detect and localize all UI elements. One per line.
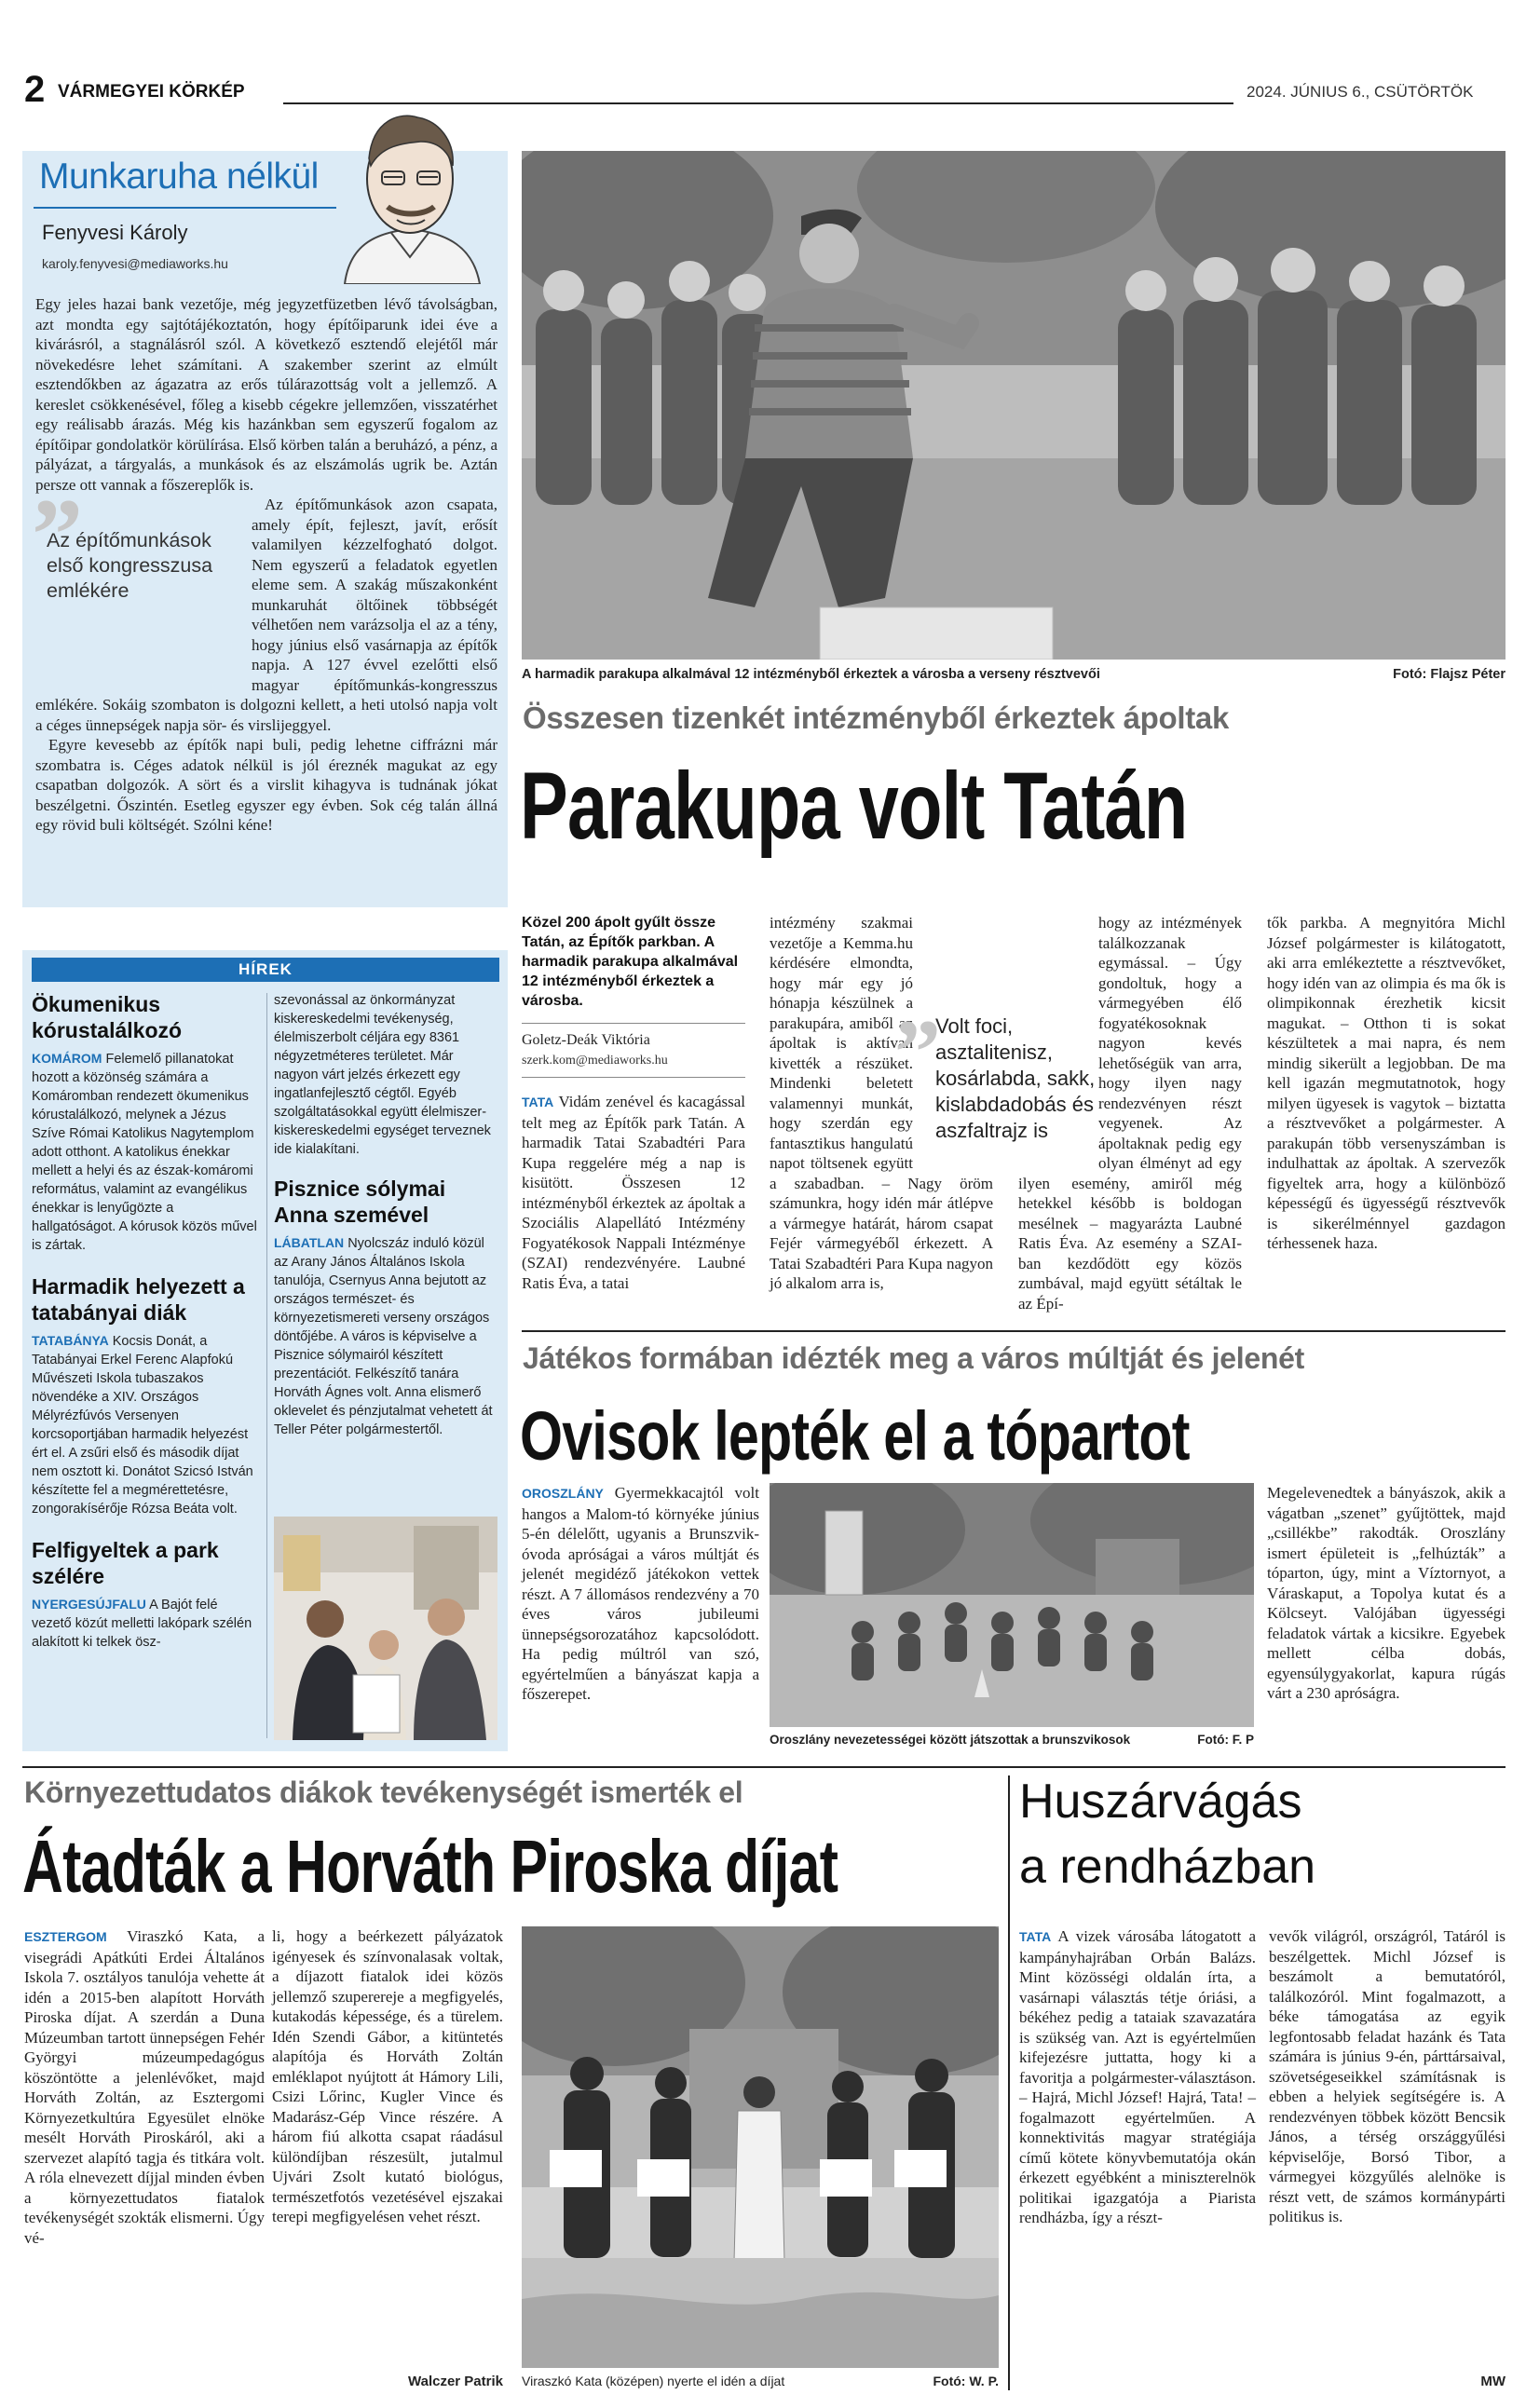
quote-mark-icon: ” <box>32 478 83 592</box>
story3-top-rule <box>22 1766 1506 1768</box>
news-location-2: TATABÁNYA <box>32 1333 109 1348</box>
story4-body-b: vevők világról, országról, Tatáról is beszélgettek. Michl József is beszámolt a bemutatóról, találkozóról. Mint fogalmazott, a béke támogatása az egyik legfontosabb feladat hazánk és Tata számára is június 9-én, párttársaival, szövetségeseikkel számításnak is ebben a helyiek segítségére is. A rendezvényen többek között Bencsik János, a térség országgyűlési képviselője, Borsó Tibor, a vármegyei közgyűlés alelnöke is részt vett, de számos kormánypárti politikus is. <box>1269 1927 1506 2225</box>
story4-body-a: A vizek városába látogatott a kampányhajrában Orbán Balázs. Mint közösségi oldalán írta, a vasárnapi választás tétje óriási, a békéhez pedig a tataiak szavazatára is szükség van. Azt is egyértelműen kifejezésre juttatta, hogy ki a favoritja a polgármester-választáson. – Hajrá, Michl József! Hajrá, Tata! – fogalmazott egyértelműen. A konnektivitás magyar stratégiája című kötete könyvbemutatója okán érkezett egyébként a miniszterelnök politikai igazgatója a Piarista rendházba, így a részt- <box>1019 1927 1256 2226</box>
news-col-left <box>32 991 259 1652</box>
news-body-4: Nyolcszáz induló közül az Arany János Általános Iskola tanulója, Csernyus Anna bejutott az országos természet- és környezetismereti verseny országos döntőjébe. A város is képviselve a Pisznice sólymairól készített prezentációt. Felkészítő tanára Horváth Ágnes volt. Anna elismerő oklevelet és pénzjutalmat vehetett át Teller Péter polgármestertől. <box>274 1236 493 1437</box>
story1-byline-rule <box>522 1023 745 1024</box>
story2-photo <box>770 1483 1254 1727</box>
news-col-right <box>274 991 497 1439</box>
story3-col-2 <box>272 1926 503 2227</box>
story1-col-1 <box>522 1092 745 1293</box>
column-paragraph-2: Az építőmunkások azon csapata, amely épít, fejleszt, javít, erősít valamilyen kézzelfogható dolgot. Nem egyszerű a feladatok egyetlen eleme sem. A szakág műszakonként munkaruhát öltőinek többségét vélhetően nem varázsolja el az a tény, hogy június első vasárnapja az építők napja. A 127 évvel ezelőtti első magyar építőmunkás-kongresszus emlékére. Sokáig szombaton is dolgozni kellett, a heti utolsó napja volt a céges ünnepségek napja sör- és virslijeggyel. <box>35 496 497 734</box>
story2-body-b: Megelevenedtek a bányászok, akik a vágatban „szenet” gyűjtöttek, majd „csillékbe” rakodták. Oroszlány ismert épületeit is „felhúzták” a tóparton, úgy, mint a Víztornyot, a Váraskaput, a Topolya kutat és a Kölcseyt. Valójában ügyességi feladatok vártak a kicsikre. Egyebek mellett célba dobás, egyensúlygyakorlat, kapura rúgás várt a 230 apróságra. <box>1267 1484 1506 1702</box>
story4-signature: MW <box>1480 2374 1506 2389</box>
news-title-3: Felfigyeltek a park szélére <box>32 1538 219 1588</box>
story3-photo <box>522 1926 999 2368</box>
story1-caption: A harmadik parakupa alkalmával 12 intézményből érkeztek a városba a verseny résztvevői <box>522 667 1100 682</box>
news-body-3: A Bajót felé vezető közút melletti lakópark szélén alakított ki telkek ösz- <box>32 1598 252 1650</box>
story3-body-b: li, hogy a beérkezett pályázatok igényesek és színvonalasak voltak, a díjazott fiatalok idei közös jellemző szuperereje a megfigyelés, kutakodás képessége, és a türelem. Idén Szendi Gábor, a kitüntetés alapítója és Horváth Zoltán emléklapot nyújtott át Hámory Lili, Csizi Lőrinc, Kugler Vince és Madarász-Gép Vince részére. A három fiú alkotta csapat ráadásul különdíjban részesült, jutalmul Ujvári Zsolt kutató biológus, természetfotós vezetésével ejszakai terepi megfigyelésen vehet részt. <box>272 1927 503 2225</box>
story1-body-b: intézmény szakmai vezetője a Kemma.hu kérdésére elmondta, hogy már egy jó hónapja készülnek a parakupára, amiből az ápoltak is aktívan kivették a részüket. Mindenki beletett valamennyi munkát, hogy szerdán egy fantasztikus hangulatú napot töltsenek együtt a szabadban. – Nagy öröm számunkra, hogy idén már átlépve a vármegye határát, három csapat Fejér vármegyéből érkezett. A Tatai Szabadtéri Para Kupa nagyon jó alkalom arra is, <box>770 914 993 1292</box>
column-paragraph-3: Egyre kevesebb az építők napi buli, pedig lehetne ciffrázni már szombatra is. Céges adatok nélkül is jól éreznék magukat az egy csapatban dolgozók. A sört és a virslit kihagyva is tudnának jókat beszélgetni. Őszintén. Esetleg egyszer egy évben. Sok cég talán állná egy rövid buli költségét. Szólni kéne! <box>35 736 497 834</box>
story3-location: ESZTERGOM <box>24 1929 107 1944</box>
story2-location: OROSZLÁNY <box>522 1486 604 1501</box>
story2-col-1 <box>522 1483 759 1705</box>
author-portrait <box>317 93 503 284</box>
column-body <box>32 294 497 891</box>
story2-col-2 <box>1267 1483 1506 1704</box>
story4-col-2 <box>1269 1926 1506 2227</box>
story1-byline-rule-2 <box>522 1077 745 1078</box>
story1-kicker: Összesen tizenkét intézményből érkeztek ápoltak <box>523 701 1230 735</box>
news-body-1: Felemelő pillanatokat hozott a közönség számára a Komáromban rendezett ökumenikus kórustalálkozó, melynek a Jézus Szíve Római Katolikus Nagytemplom adott otthont. A katolikus énekkar mellett a helyi és az észak-komáromi református, valamint az evangélikus énekkar is lenyűgözte a hallgatóságot. A kórusok közös művel is zártak. <box>32 1052 257 1253</box>
story1-body-c: hogy az intézmények találkozzanak egymással. – Úgy gondoltuk, hogy a vármegyében élő fogyatékosoknak nagyon kevés lehetőségük van arra, hogy ilyen nagy rendezvényen részt vegyenek. Az ápoltaknak pedig egy olyan élményt ad egy ilyen esemény, amiről még hetekkel később is boldogan mesélnek – magyarázta Laubné Ratis Éva. Az esemény a SZAI-ban kezdődött egy közös zumbával, majd együtt sétáltak le az Épí- <box>1018 914 1242 1313</box>
news-location-3: NYERGESÚJFALU <box>32 1597 146 1612</box>
story3-col-1 <box>24 1926 265 2248</box>
story2-caption: Oroszlány nevezetességei között játszottak a brunszvikosok <box>770 1733 1131 1747</box>
story4-headline-1: Huszárvágás <box>1019 1775 1302 1829</box>
news-photo-award <box>274 1517 497 1740</box>
section-title: VÁRMEGYEI KÖRKÉP <box>58 82 245 102</box>
news-col-divider <box>266 993 267 1738</box>
column-paragraph-1: Egy jeles hazai bank vezetője, még jegyzetfüzetben lévő távolságban, azt mondta egy sajtótájékoztatón, hogy építőiparunk idei éve a kivárásról, a stagnálásról szól. A következő esztendő elejétől már növekedésre lehet számítani. A szakember szerint az elmúlt esztendőkben az ágazatra az erős túlárazottság volt a jellemző. A kereslet csökkenésével, főleg a kisebb cégekre jellemzően, visszatérhet egy reálisabb árazás. Még kis hazánkban sem egyszerű fogalom az építőipar gondolatkör körülírása. Első körben talán a beruházó, a pénz, a pályázat, a tárgyalás, a munkások és az elszámolás ugrik be. Aztán persze ott vannak a főszereplők is. <box>35 295 497 494</box>
news-item-4 <box>274 1233 497 1439</box>
column-pull-quote-box <box>32 478 238 677</box>
story4-col-1 <box>1019 1926 1256 2228</box>
column-title-rule <box>34 207 336 209</box>
column-title: Munkaruha nélkül <box>39 156 319 197</box>
header-date: 2024. JÚNIUS 6., CSÜTÖRTÖK <box>1247 83 1474 101</box>
story3-photo-credit: Fotó: W. P. <box>933 2374 999 2388</box>
news-item-2 <box>32 1331 259 1518</box>
column-email: karoly.fenyvesi@mediaworks.hu <box>42 256 228 271</box>
story1-byline: Goletz-Deák Viktória <box>522 1032 650 1048</box>
story3-body-a: Viraszkó Kata, a visegrádi Apátkúti Erdei Általános Iskola 7. osztályos tanulója vehette át idén a 2015-ben alapított Horváth Piroska díjat. A szerdán a Duna Múzeumban tartott ünnepségen Fehér Györgyi múzeumpedagógus köszöntötte a jelenlévőket, majd Horváth Zoltán, az Esztergomi Környezetkultúra Egyesület elnöke mesélt Horváth Piroskáról, aki a szervezet alapító tagja és titkára volt. A róla elnevezett díjjal minden évben a környezettudatos fiatalok tevékenységét szokták elismerni. Úgy vé- <box>24 1927 265 2247</box>
story2-top-rule <box>522 1330 1506 1332</box>
story1-photo <box>522 151 1506 660</box>
page-number: 2 <box>24 69 46 110</box>
story3-kicker: Környezettudatos diákok tevékenységét ismerték el <box>24 1775 743 1809</box>
news-body-3-continued: szevonással az önkormányzat kiskereskedelmi tevékenység, élelmiszerbolt céljára egy 8361 négyzetméteres területet. Már nagyon várt jelzés érkezett egy ingatlanfejlesztő cégtől. Egyéb szolgáltatásokkal együtt élelmiszer-kiskereskedelmi egységet terveznek ide kialakítani. <box>274 993 491 1157</box>
story3-headline: Átadták a Horváth Piroska díjat <box>22 1825 838 1908</box>
story2-photo-credit: Fotó: F. P <box>1197 1733 1254 1747</box>
story2-kicker: Játékos formában idézték meg a város múltját és jelenét <box>523 1341 1304 1375</box>
story1-lead: Közel 200 ápolt gyűlt össze Tatán, az Építők parkban. A harmadik parakupa alkalmával 12 intézményből érkeztek a városba. <box>522 915 739 1009</box>
story1-photo-credit: Fotó: Flajsz Péter <box>1393 667 1506 682</box>
news-title-2: Harmadik helyezett a tatabányai diák <box>32 1274 245 1325</box>
story1-quote-mark-icon: ” <box>894 1000 941 1104</box>
story4-vertical-rule <box>1008 1775 1010 2390</box>
story3-caption: Viraszkó Kata (középen) nyerte el idén a díjat <box>522 2374 785 2388</box>
story2-body-a: Gyermekkacajtól volt hangos a Malom-tó környéke június 5-én délelőtt, ugyanis a Brunszvik-óvoda apróságai a város múltját és jelenét megidéző játékokon vettek részt. A 7 állomásos rendezvény a 70 éves város jubileumi ünnepségsorozatához kapcsolódott. Ha pedig múltról van szó, egyértelműen a bányászat kapja a főszerepet. <box>522 1484 759 1703</box>
story1-email: szerk.kom@mediaworks.hu <box>522 1054 668 1068</box>
story3-byline: Walczer Patrik <box>408 2374 503 2389</box>
story1-body-d: tők parkba. A megnyitóra Michl József polgármester is kilátogatott, aki arra emlékeztette a résztvevőket, hogy idén van az olimpia és ma ők is olimpikonnak érezhetik kicsit magukat. – Otthon ti is sokat készültetek a mai napra, és nem mindig sikerült a legjobban. De ma kell igazán megmutatnotok, hogy milyen ügyesek is vagytok – biztatta a résztvevőket a polgármester. A parakupán több versenyszámban is indulhattak az ápoltak. A szervezők figyeltek arra, hogy a különböző képességű és ügyességű résztvevők is sikerélménnyel gazdagon térhessenek haza. <box>1267 914 1506 1252</box>
news-item-3 <box>32 1595 259 1652</box>
column-pull-quote: Az építőmunkások első kongresszusa emlékére <box>47 529 213 602</box>
story1-body-a: Vidám zenével és kacagással telt meg az Építők park Tatán. A harmadik Tatai Szabadtéri Para Kupa reggelére még a nap is kisütött. Összesen 12 intézményből érkeztek az ápoltak a Szociális Alapellátó Intézmény Fogyatékosok Nappali Intézménye (SZAI) rendezvényére. Laubné Ratis Éva, a tatai <box>522 1093 745 1292</box>
column-author: Fenyvesi Károly <box>42 221 188 244</box>
news-location-4: LÁBATLAN <box>274 1235 345 1250</box>
story2-headline: Ovisok lepték el a tópartot <box>520 1397 1190 1475</box>
story1-location: TATA <box>522 1095 554 1109</box>
news-title-1: Ökumenikus kórustalálkozó <box>32 992 183 1042</box>
story1-headline: Parakupa volt Tatán <box>520 753 1188 859</box>
news-location-1: KOMÁROM <box>32 1051 102 1066</box>
news-body-2: Kocsis Donát, a Tatabányai Erkel Ferenc Alapfokú Művészeti Iskola tubaszakos növendéke a XIV. Országos Mélyrézfúvós Versenyen korcsoportjában harmadik helyezést ért el. A zsűri első és második díjat nem osztott ki. Donátot Szicsó István készítette fel a megmérettetésre, zongorakísérője Rózsa Beáta volt. <box>32 1334 253 1517</box>
story1-pull-quote: Volt foci, asztalitenisz, kosárlabda, sakk, kislabdadobás és aszfaltrajz is <box>935 1014 1096 1142</box>
story1-col-4 <box>1267 913 1506 1254</box>
story4-headline-2: a rendházban <box>1019 1840 1316 1894</box>
news-header: HÍREK <box>32 958 499 982</box>
news-title-4: Pisznice sólymai Anna szemével <box>274 1177 446 1227</box>
story4-location: TATA <box>1019 1929 1052 1944</box>
news-item-1 <box>32 1049 259 1255</box>
